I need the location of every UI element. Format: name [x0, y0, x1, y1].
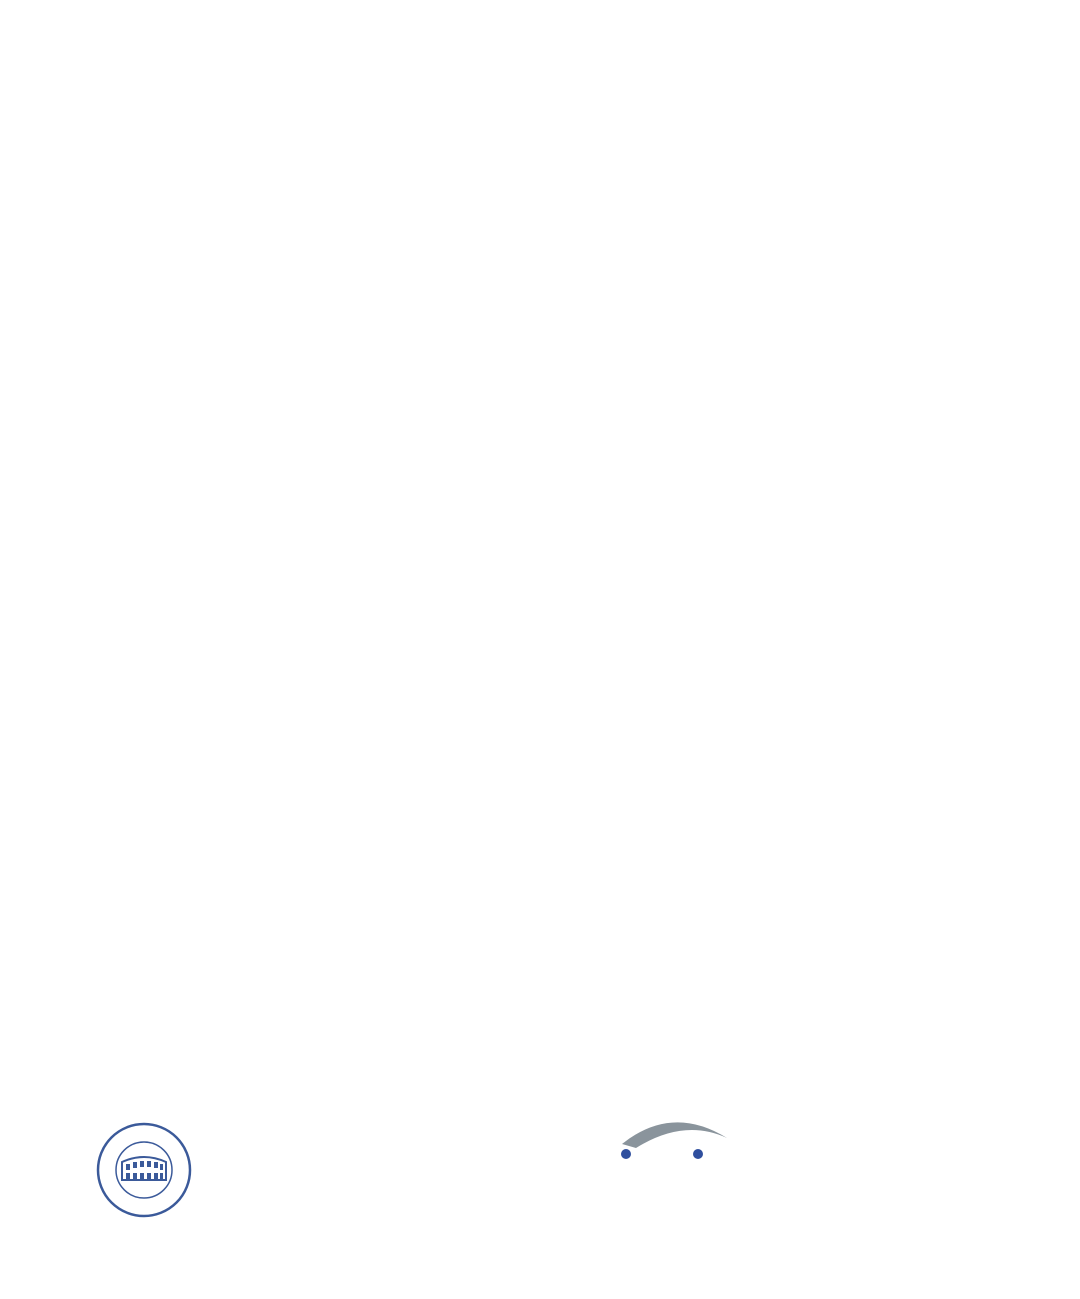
itinera-logo	[612, 1110, 892, 1225]
huayitong-seal-icon	[96, 1122, 192, 1218]
itinera-wordmark-icon	[612, 1110, 892, 1210]
huayitong-education-logo	[96, 1122, 406, 1222]
